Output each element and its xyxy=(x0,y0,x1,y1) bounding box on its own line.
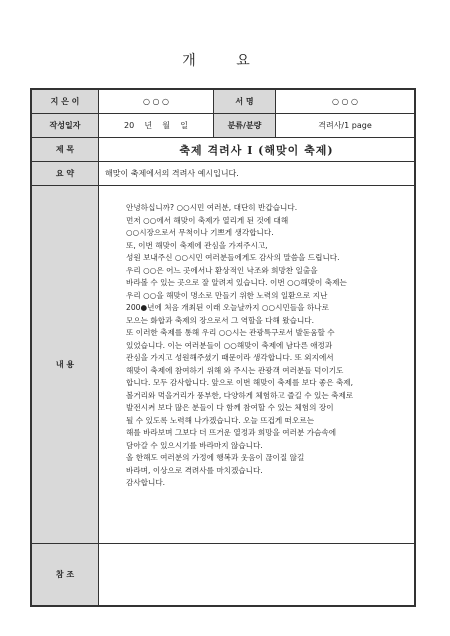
date-row xyxy=(32,114,414,138)
content-line: 있었습니다. 이는 여러분들이 ○○해맞이 축제에 남다른 애정과 xyxy=(126,340,333,350)
content-line: 우리 ○○을 해맞이 명소로 만들기 위한 노력의 일환으로 지난 xyxy=(126,290,328,300)
reference-row xyxy=(32,544,414,605)
content-line: 안녕하십니까? ○○시민 여러분, 대단히 반갑습니다. xyxy=(126,203,298,212)
content-line: 바라며, 이상으로 격려사를 마치겠습니다. xyxy=(126,465,263,475)
category-label: 분류/분량 xyxy=(214,114,276,137)
content-line: 볼거리와 먹을거리가 풍부한, 다양하게 체험하고 즐길 수 있는 축제로 xyxy=(126,390,354,400)
content-line: 담아갈 수 있으시기를 바라마지 않습니다. xyxy=(126,440,263,450)
content-line: 해맞이 축제에 참여하기 위해 와 주시는 관광객 여러분들 덕이기도 xyxy=(126,365,344,375)
content-line: 발전시켜 보다 많은 분들이 다 함께 참여할 수 있는 체험의 장이 xyxy=(126,403,334,412)
content-row xyxy=(32,186,414,544)
content-line: 200●년에 처음 개최된 이래 오늘날까지 ○○시민들을 하나로 xyxy=(126,303,329,312)
content-line: 감사합니다. xyxy=(126,478,166,487)
speaker-label: 서 명 xyxy=(214,90,276,113)
content-line: ○○시장으로서 무척이나 기쁘게 생각합니다. xyxy=(126,228,274,237)
reference-label: 참 조 xyxy=(32,544,99,605)
subject-value: 축제 격려사 I (해맞이 축제) xyxy=(179,143,334,157)
date-label: 작성일자 xyxy=(32,114,99,137)
summary-label: 요 약 xyxy=(32,162,99,185)
content-line: 해를 바라보며 그보다 더 뜨거운 열정과 희망을 여러분 가슴속에 xyxy=(126,428,337,437)
content-line: 관심을 가지고 성원해주셨기 때문이라 생각합니다. 또 외지에서 xyxy=(126,353,334,362)
content-line: 바라볼 수 있는 곳으로 잘 알려져 있습니다. 이번 ○○해맞이 축제는 xyxy=(126,278,347,287)
summary-row xyxy=(32,162,414,186)
content-line: 올 한해도 여러분의 가정에 행복과 웃음이 끊이질 않길 xyxy=(126,453,305,462)
author-row xyxy=(32,90,414,114)
subject-row xyxy=(32,138,414,162)
content-line: 모으는 화합과 축제의 장으로서 그 역할을 다해 왔습니다. xyxy=(126,315,315,325)
summary-value: 해맞이 축제에서의 격려사 예시입니다. xyxy=(105,169,239,178)
document-form xyxy=(30,88,416,607)
reference-value xyxy=(99,544,414,605)
content-line: 또, 이번 해맞이 축제에 관심을 가져주시고, xyxy=(126,240,268,250)
author-label: 지 은 이 xyxy=(32,90,99,113)
page-title: 개 요 xyxy=(182,53,268,69)
author-value: ○ ○ ○ xyxy=(99,90,214,113)
content-line: 합니다. 모두 감사합니다. 앞으로 이번 해맞이 축제를 보다 좋은 축제, xyxy=(126,378,354,387)
subject-label: 제 목 xyxy=(32,138,99,161)
content-line: 성원 보내주신 ○○시민 여러분들에게도 감사의 말씀을 드립니다. xyxy=(126,253,340,262)
content-line: 우리 ○○은 어느 곳에서나 환상적인 낙조와 희망찬 일출을 xyxy=(126,265,318,275)
content-line: 될 수 있도록 노력해 나가겠습니다. 오늘 뜨겁게 떠오르는 xyxy=(126,415,315,425)
content-label: 내 용 xyxy=(32,186,99,543)
content-body xyxy=(99,186,414,543)
content-line: 먼저 ○○에서 해맞이 축제가 열리게 된 것에 대해 xyxy=(126,215,289,225)
content-line: 또 이러한 축제를 통해 우리 ○○시는 관광특구로서 발돋움할 수 xyxy=(126,328,335,337)
date-value: 20 년 월 일 xyxy=(99,114,214,137)
speaker-value: ○ ○ ○ xyxy=(331,97,359,106)
category-value: 격려사/1 page xyxy=(318,121,372,130)
